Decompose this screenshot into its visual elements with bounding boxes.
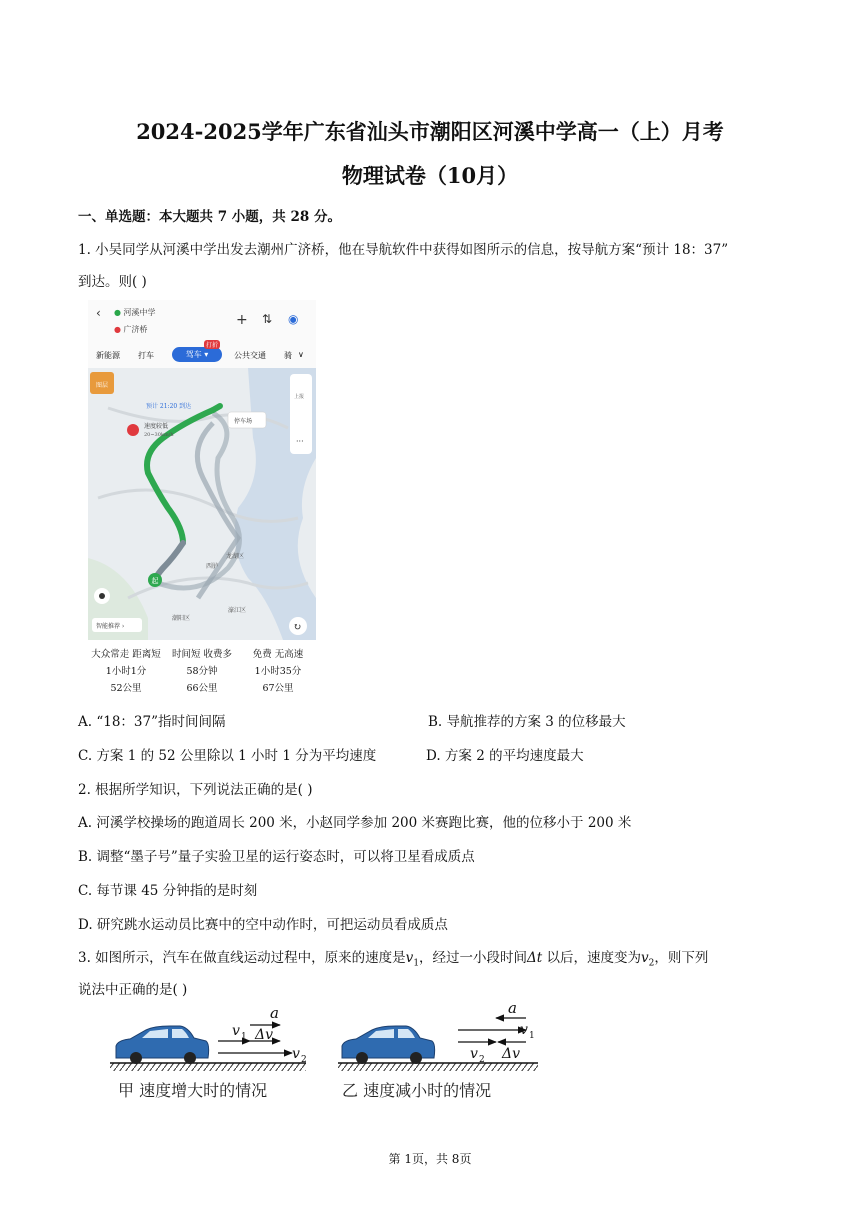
plan-1 — [88, 646, 164, 697]
q3-v2: v — [641, 950, 649, 966]
fig-b-caption: 乙 速度减小时的情况 — [342, 1081, 492, 1100]
mode-ride: 骑 — [284, 351, 292, 360]
fig-a-accel-label: a — [270, 1004, 279, 1022]
mode-transit: 公共交通 — [234, 351, 266, 360]
plan-3-time: 1小时35分 — [254, 666, 302, 677]
plan-2-distance: 66公里 — [186, 683, 218, 694]
fig-a-v2-sub: 2 — [301, 1055, 307, 1065]
car-a-icon — [116, 1026, 209, 1064]
fig-a-v1-label: v — [232, 1023, 240, 1039]
mode-taxi: 打车 — [138, 351, 154, 360]
drive-label: 驾车 — [185, 350, 202, 359]
mode-new-energy: 新能源 — [96, 351, 120, 360]
discount-badge: 打折 — [206, 342, 219, 349]
origin-label: 河溪中学 — [123, 308, 156, 317]
parking-label: 停车场 — [234, 418, 253, 425]
q1-option-d: D. 方案 2 的平均速度最大 — [426, 748, 584, 764]
place-longhu: 龙湖区 — [226, 553, 245, 560]
plan-3 — [240, 646, 316, 697]
car-b-icon — [342, 1026, 435, 1064]
plan-3-tag: 免费 无高速 — [252, 649, 304, 660]
page-footer: 第 1页，共 8页 — [388, 1152, 472, 1166]
q2-option-a: A. 河溪学校操场的跑道周长 200 米，小赵同学参加 200 米赛跑比赛，他的位移小于 200 米 — [78, 815, 632, 831]
fig-b-v2-sub: 2 — [479, 1055, 485, 1065]
q2-option-d: D. 研究跳水运动员比赛中的空中动作时，可把运动员看成质点 — [78, 917, 448, 933]
navigation-screenshot — [88, 300, 316, 698]
swap-icon: ⇅ — [262, 312, 273, 326]
place-haojiang: 濠江区 — [228, 607, 247, 614]
fig-b-v1-label: v — [520, 1022, 528, 1038]
refresh-icon: ↻ — [293, 622, 302, 633]
section-heading: 一、单选题：本大题共 7 小题，共 28 分。 — [78, 209, 341, 225]
fig-b-v2-label: v — [470, 1046, 478, 1062]
locate-icon — [99, 593, 105, 599]
add-icon: + — [236, 312, 248, 328]
voice-icon: ◉ — [288, 312, 299, 326]
q3-part-4: ，则下列 — [654, 950, 709, 966]
q3-v1: v — [405, 950, 414, 966]
route-header — [88, 300, 316, 368]
q1-stem-line-2: 到达。则( ) — [78, 274, 147, 290]
q3-part-3: 以后，速度变为 — [542, 950, 642, 966]
q3-v2-sub: 2 — [648, 958, 655, 969]
fig-b-v1-sub: 1 — [529, 1031, 535, 1041]
q1-option-c: C. 方案 1 的 52 公里除以 1 小时 1 分为平均速度 — [78, 748, 377, 764]
side-tool-a: 图层 — [96, 382, 109, 389]
q2-option-c: C. 每节课 45 分钟指的是时刻 — [78, 883, 258, 899]
title-line-1: 2024-2025学年广东省汕头市潮阳区河溪中学高一（上）月考 — [136, 119, 724, 144]
car-velocity-figure — [110, 996, 540, 1106]
q3-part-2: ，经过一小段时间 — [419, 950, 528, 966]
plan-2 — [164, 646, 240, 697]
q3-stem-line-2: 说法中正确的是( ) — [78, 982, 188, 998]
place-xilu: 西胪 — [206, 563, 219, 570]
q3-stem-line-1 — [78, 946, 708, 969]
chevron-down-icon: ∨ — [298, 350, 304, 359]
origin-row: ● 河溪中学 — [114, 308, 156, 317]
fig-a-v1-sub: 1 — [241, 1032, 247, 1042]
fig-b-delta-v-label: Δv — [502, 1046, 521, 1062]
q1-option-b: B. 导航推荐的方案 3 的位移最大 — [428, 714, 626, 730]
destination-label: 广济桥 — [123, 325, 148, 334]
place-chaoyang: 潮阳区 — [172, 615, 191, 622]
title-line-2: 物理试卷（10月） — [341, 163, 519, 188]
speed-range: 20~30km/h — [144, 432, 174, 438]
transport-modes — [88, 342, 316, 366]
q3-delta-t: Δt — [527, 950, 543, 966]
mode-drive: 驾车 ▾ — [172, 347, 222, 362]
plan-2-time: 58分钟 — [186, 666, 218, 677]
start-marker: 起 — [151, 577, 159, 585]
fig-b-accel-label: a — [508, 999, 517, 1017]
plan-1-tag: 大众常走 距离短 — [91, 649, 161, 660]
plan-2-tag: 时间短 收费多 — [171, 649, 233, 660]
q2-stem: 2. 根据所学知识，下列说法正确的是( ) — [78, 782, 313, 798]
eta-label: 预计 21:20 到达 — [146, 403, 192, 410]
fig-a-v2-label: v — [292, 1046, 300, 1062]
smart-recommend: 智能推荐 › — [96, 623, 125, 630]
plan-1-distance: 52公里 — [110, 683, 142, 694]
q1-option-a: A. “18：37”指时间间隔 — [78, 714, 226, 730]
speed-note: 速度较低 — [144, 423, 169, 430]
fig-a-caption: 甲 速度增大时的情况 — [118, 1081, 268, 1100]
q3-v1-sub: 1 — [413, 958, 420, 969]
destination-row: ● 广济桥 — [114, 325, 148, 334]
route-map — [88, 368, 316, 640]
q3-part-1: 3. 如图所示，汽车在做直线运动过程中，原来的速度是 — [78, 950, 406, 966]
back-icon: ‹ — [96, 306, 101, 320]
q1-stem-line-1: 1. 小吴同学从河溪中学出发去潮州广济桥，他在导航软件中获得如图所示的信息，按导航方案“预计 18：37” — [78, 242, 729, 258]
plan-3-distance: 67公里 — [262, 683, 294, 694]
fig-a-delta-v-label: Δv — [255, 1027, 274, 1043]
more-icon: ··· — [296, 437, 304, 446]
plan-1-time: 1小时1分 — [105, 666, 147, 677]
q2-option-b: B. 调整“墨子号”量子实验卫星的运行姿态时，可以将卫星看成质点 — [78, 849, 475, 865]
side-tool-b: 上报 — [294, 394, 305, 400]
